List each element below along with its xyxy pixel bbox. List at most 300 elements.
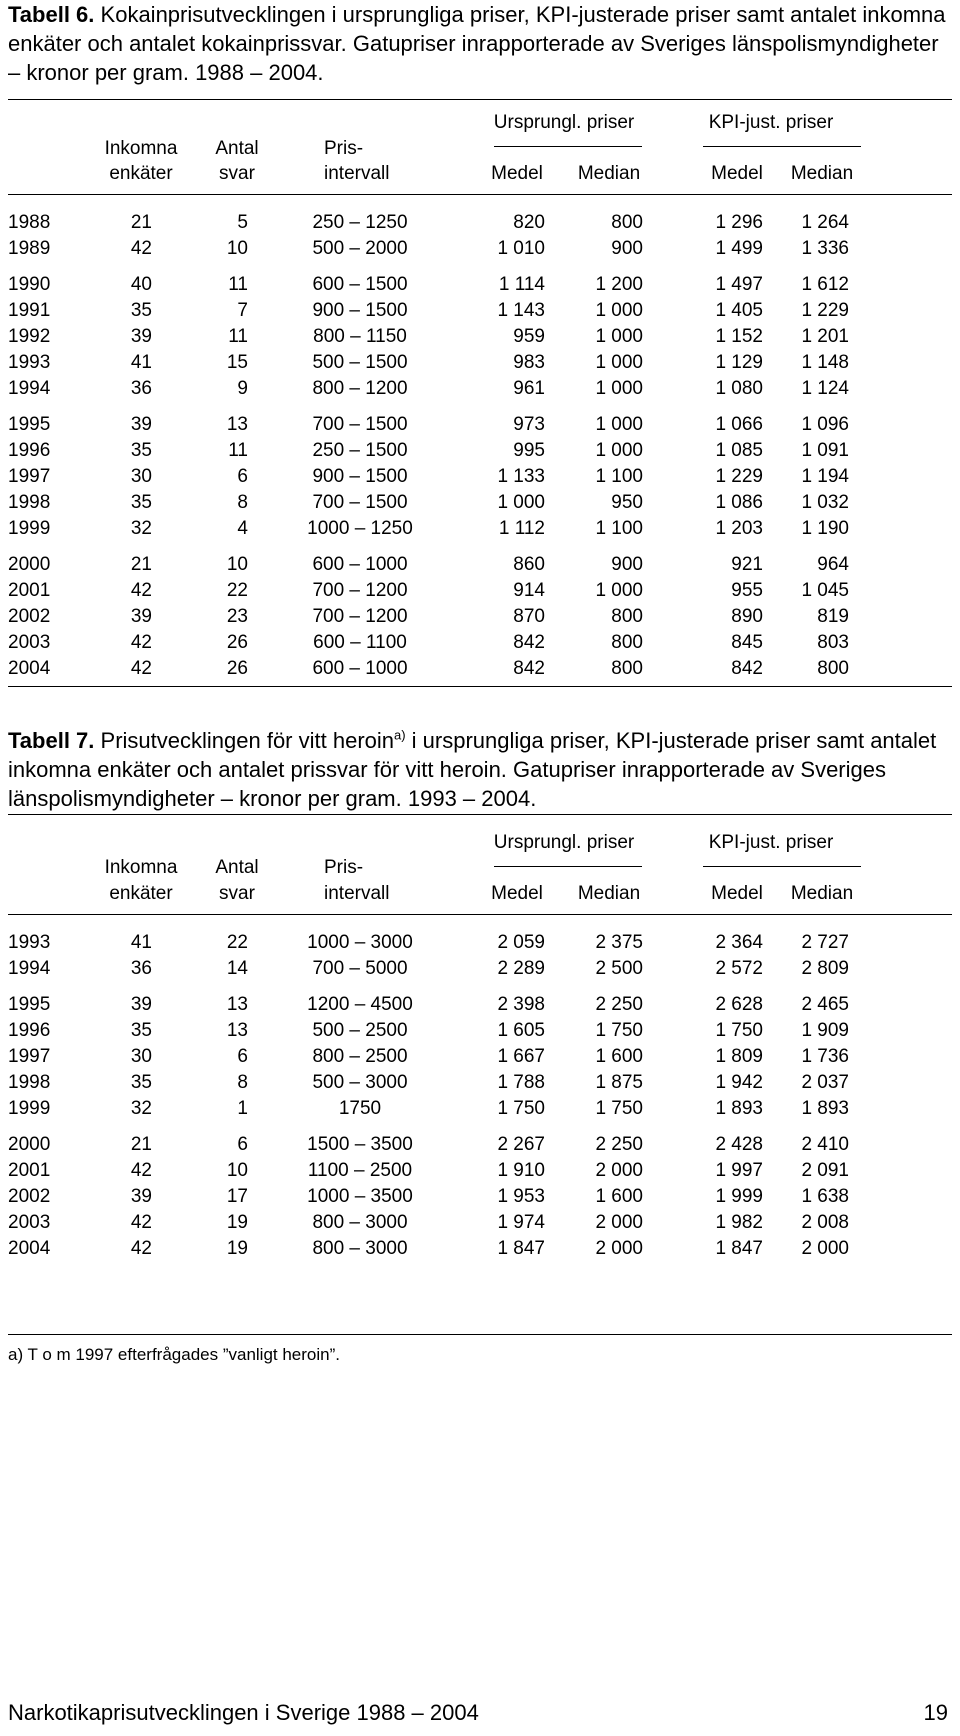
cell-antal: 7 (237, 300, 248, 321)
cell-inkomna: 42 (130, 632, 152, 653)
cell-year: 1998 (8, 492, 51, 513)
cell-kpi-median: 1 148 (801, 352, 849, 373)
cell-orig-median: 800 (611, 606, 643, 627)
cell-inkomna: 42 (130, 580, 152, 601)
cell-prisintervall: 700 – 1200 (312, 606, 408, 627)
cell-prisintervall: 500 – 1500 (312, 352, 408, 373)
cell-kpi-median: 2 727 (801, 932, 849, 953)
t7-col-kpi-median: Median (790, 883, 854, 904)
cell-prisintervall: 900 – 1500 (312, 300, 408, 321)
cell-orig-medel: 1 143 (497, 300, 545, 321)
cell-orig-medel: 820 (513, 212, 545, 233)
cell-inkomna: 35 (130, 1020, 152, 1041)
cell-kpi-medel: 1 405 (715, 300, 763, 321)
cell-kpi-medel: 2 364 (715, 932, 763, 953)
table-row (0, 326, 960, 354)
cell-orig-median: 900 (611, 554, 643, 575)
cell-prisintervall: 600 – 1100 (313, 632, 407, 653)
cell-year: 2002 (8, 1186, 51, 1207)
cell-year: 1988 (8, 212, 51, 233)
table-row (0, 212, 960, 240)
cell-kpi-median: 2 410 (801, 1134, 849, 1155)
cell-kpi-median: 803 (817, 632, 849, 653)
cell-kpi-medel: 1 497 (715, 274, 763, 295)
table7-caption (8, 726, 952, 813)
cell-antal: 11 (228, 440, 248, 461)
cell-orig-medel: 1 605 (497, 1020, 545, 1041)
cell-prisintervall: 800 – 3000 (312, 1212, 408, 1233)
cell-antal: 19 (226, 1212, 248, 1233)
cell-orig-median: 1 000 (595, 326, 643, 347)
table-row (0, 1186, 960, 1214)
table-row (0, 378, 960, 406)
cell-year: 1993 (8, 352, 51, 373)
cell-kpi-median: 1 201 (801, 326, 849, 347)
cell-orig-median: 800 (611, 632, 643, 653)
cell-kpi-medel: 890 (731, 606, 763, 627)
cell-antal: 9 (237, 378, 248, 399)
table-row (0, 1134, 960, 1162)
cell-year: 1990 (8, 274, 51, 295)
group-kpi-label: KPI-just. priser (708, 112, 834, 133)
cell-orig-median: 1 750 (595, 1098, 643, 1119)
t7-col-inkomna-2: enkäter (109, 883, 173, 904)
cell-kpi-medel: 1 847 (715, 1238, 763, 1259)
cell-orig-medel: 914 (513, 580, 545, 601)
cell-orig-medel: 1 010 (497, 238, 545, 259)
cell-antal: 19 (226, 1238, 248, 1259)
cell-orig-medel: 870 (513, 606, 545, 627)
table-row (0, 274, 960, 302)
cell-prisintervall: 250 – 1500 (312, 440, 408, 461)
table-row (0, 492, 960, 520)
cell-prisintervall: 250 – 1250 (312, 212, 408, 233)
cell-orig-medel: 2 398 (497, 994, 545, 1015)
cell-prisintervall: 700 – 5000 (312, 958, 408, 979)
table7-caption-text-2: i ursprungliga priser, KPI-justerade priser samt antalet inkomna enkäter och antalet prissvar för vitt heroin. Gatupriser inrapporterade av Sveriges länspolismyndigheter – kronor per gram. 1993 – 2004. (8, 728, 937, 811)
cell-inkomna: 21 (130, 212, 152, 233)
cell-inkomna: 39 (130, 1186, 152, 1207)
cell-kpi-median: 1 612 (801, 274, 849, 295)
cell-kpi-median: 1 124 (801, 378, 849, 399)
cell-orig-median: 1 000 (595, 440, 643, 461)
t7-group-kpi-underline (703, 866, 861, 867)
cell-inkomna: 39 (130, 606, 152, 627)
cell-antal: 22 (226, 580, 248, 601)
cell-inkomna: 32 (130, 1098, 152, 1119)
cell-kpi-medel: 1 809 (715, 1046, 763, 1067)
cell-orig-median: 1 200 (595, 274, 643, 295)
table7-footnote: a) T o m 1997 efterfrågades ”vanligt heroin”. (8, 1345, 340, 1364)
cell-inkomna: 40 (130, 274, 152, 295)
cell-kpi-median: 819 (817, 606, 849, 627)
cell-inkomna: 30 (130, 1046, 152, 1067)
table-row (0, 1020, 960, 1048)
cell-inkomna: 35 (130, 300, 152, 321)
t7-col-orig-median: Median (577, 883, 641, 904)
footer-title: Narkotikaprisutvecklingen i Sverige 1988 – 2004 (8, 1700, 479, 1725)
cell-prisintervall: 900 – 1500 (312, 466, 408, 487)
cell-kpi-medel: 1 296 (715, 212, 763, 233)
cell-kpi-medel: 1 066 (715, 414, 763, 435)
cell-antal: 23 (226, 606, 248, 627)
cell-antal: 4 (237, 518, 248, 539)
cell-kpi-medel: 2 572 (715, 958, 763, 979)
cell-orig-medel: 1 910 (497, 1160, 545, 1181)
cell-kpi-median: 1 194 (801, 466, 849, 487)
cell-year: 2004 (8, 658, 51, 679)
cell-year: 1999 (8, 518, 51, 539)
t7-col-pris-1: Pris- (324, 857, 364, 878)
cell-orig-medel: 1 847 (497, 1238, 545, 1259)
cell-inkomna: 41 (130, 352, 152, 373)
cell-year: 1994 (8, 958, 51, 979)
cell-orig-median: 2 000 (595, 1238, 643, 1259)
cell-orig-medel: 2 267 (497, 1134, 545, 1155)
cell-orig-median: 950 (611, 492, 643, 513)
table-row (0, 1098, 960, 1126)
cell-prisintervall: 1000 – 3500 (307, 1186, 413, 1207)
cell-kpi-medel: 1 080 (715, 378, 763, 399)
cell-kpi-median: 1 229 (801, 300, 849, 321)
cell-prisintervall: 1200 – 4500 (307, 994, 413, 1015)
cell-kpi-median: 1 091 (801, 440, 849, 461)
cell-inkomna: 36 (130, 958, 152, 979)
cell-orig-median: 1 000 (595, 378, 643, 399)
cell-kpi-median: 1 336 (801, 238, 849, 259)
table-row (0, 466, 960, 494)
table7-caption-text-1: Prisutvecklingen för vitt heroin (100, 728, 394, 753)
cell-kpi-medel: 1 229 (715, 466, 763, 487)
cell-kpi-medel: 1 085 (715, 440, 763, 461)
cell-prisintervall: 800 – 3000 (312, 1238, 408, 1259)
cell-year: 1996 (8, 1020, 51, 1041)
col-kpi-median: Median (790, 163, 854, 184)
cell-inkomna: 42 (130, 1160, 152, 1181)
cell-inkomna: 35 (130, 1072, 152, 1093)
cell-orig-median: 1 100 (595, 466, 643, 487)
t7-group-orig-label: Ursprungl. priser (493, 832, 635, 853)
cell-antal: 1 (237, 1098, 248, 1119)
cell-prisintervall: 1500 – 3500 (307, 1134, 413, 1155)
cell-orig-median: 2 250 (595, 994, 643, 1015)
cell-year: 2004 (8, 1238, 51, 1259)
cell-orig-medel: 959 (513, 326, 545, 347)
cell-year: 2003 (8, 632, 51, 653)
cell-antal: 15 (226, 352, 248, 373)
cell-antal: 17 (226, 1186, 248, 1207)
cell-kpi-medel: 921 (731, 554, 763, 575)
cell-antal: 10 (226, 1160, 248, 1181)
cell-kpi-median: 1 096 (801, 414, 849, 435)
cell-inkomna: 32 (130, 518, 152, 539)
table-row (0, 958, 960, 986)
cell-antal: 11 (228, 274, 248, 295)
cell-year: 1998 (8, 1072, 51, 1093)
cell-antal: 13 (226, 1020, 248, 1041)
cell-orig-medel: 1 750 (497, 1098, 545, 1119)
cell-orig-median: 1 100 (595, 518, 643, 539)
cell-antal: 8 (237, 1072, 248, 1093)
cell-antal: 10 (226, 238, 248, 259)
cell-inkomna: 41 (130, 932, 152, 953)
table-row (0, 238, 960, 266)
cell-kpi-medel: 1 982 (715, 1212, 763, 1233)
table-row (0, 1212, 960, 1240)
cell-antal: 6 (237, 1046, 248, 1067)
cell-orig-median: 1 000 (595, 580, 643, 601)
table-row (0, 606, 960, 634)
cell-orig-medel: 842 (513, 658, 545, 679)
table-row (0, 932, 960, 960)
cell-orig-medel: 1 112 (498, 518, 545, 539)
table-row (0, 1238, 960, 1266)
cell-year: 2003 (8, 1212, 51, 1233)
cell-kpi-median: 1 032 (801, 492, 849, 513)
cell-prisintervall: 600 – 1500 (312, 274, 408, 295)
cell-orig-median: 1 000 (595, 300, 643, 321)
t7-col-orig-medel: Medel (491, 883, 543, 904)
cell-kpi-medel: 955 (731, 580, 763, 601)
cell-kpi-medel: 1 999 (715, 1186, 763, 1207)
cell-kpi-median: 1 893 (801, 1098, 849, 1119)
cell-year: 2002 (8, 606, 51, 627)
cell-orig-median: 800 (611, 658, 643, 679)
cell-orig-median: 2 250 (595, 1134, 643, 1155)
cell-prisintervall: 1100 – 2500 (307, 1160, 413, 1181)
cell-year: 1994 (8, 378, 51, 399)
t7-col-antal-2: svar (219, 883, 255, 904)
cell-kpi-medel: 845 (731, 632, 763, 653)
table7-bottom-rule (8, 1334, 952, 1335)
t7-col-pris-2: intervall (324, 883, 390, 904)
cell-prisintervall: 700 – 1500 (312, 414, 408, 435)
table7-header-rule (8, 914, 952, 915)
cell-antal: 6 (237, 1134, 248, 1155)
cell-kpi-median: 1 736 (801, 1046, 849, 1067)
cell-inkomna: 39 (130, 414, 152, 435)
cell-orig-medel: 961 (513, 378, 545, 399)
table6-header-rule (8, 194, 952, 195)
t7-col-antal-1: Antal (215, 857, 259, 878)
table-row (0, 1072, 960, 1100)
table-row (0, 632, 960, 660)
col-orig-medel: Medel (491, 163, 543, 184)
group-kpi-underline (703, 146, 861, 147)
cell-orig-medel: 1 953 (497, 1186, 545, 1207)
cell-kpi-medel: 1 750 (715, 1020, 763, 1041)
cell-kpi-median: 2 465 (801, 994, 849, 1015)
cell-year: 2000 (8, 1134, 51, 1155)
cell-orig-median: 800 (611, 212, 643, 233)
cell-prisintervall: 700 – 1500 (312, 492, 408, 513)
cell-inkomna: 35 (130, 492, 152, 513)
cell-antal: 5 (237, 212, 248, 233)
cell-year: 1999 (8, 1098, 51, 1119)
col-pris-1: Pris- (324, 138, 364, 159)
cell-orig-median: 1 000 (595, 414, 643, 435)
cell-year: 1997 (8, 466, 51, 487)
cell-kpi-median: 1 264 (801, 212, 849, 233)
table-row (0, 658, 960, 686)
cell-orig-median: 2 000 (595, 1212, 643, 1233)
cell-antal: 26 (226, 658, 248, 679)
cell-orig-median: 2 000 (595, 1160, 643, 1181)
cell-prisintervall: 700 – 1200 (312, 580, 408, 601)
cell-prisintervall: 800 – 1150 (313, 326, 407, 347)
cell-year: 2000 (8, 554, 51, 575)
cell-year: 1995 (8, 994, 51, 1015)
cell-year: 1997 (8, 1046, 51, 1067)
table-row (0, 580, 960, 608)
cell-kpi-medel: 1 997 (715, 1160, 763, 1181)
table-row (0, 440, 960, 468)
table-row (0, 1046, 960, 1074)
col-inkomna-1: Inkomna (104, 138, 178, 159)
cell-antal: 13 (226, 414, 248, 435)
cell-prisintervall: 1000 – 1250 (307, 518, 413, 539)
cell-kpi-medel: 1 086 (715, 492, 763, 513)
cell-inkomna: 39 (130, 326, 152, 347)
t7-group-orig-underline (494, 866, 642, 867)
table6-top-rule (8, 99, 952, 100)
cell-kpi-median: 800 (817, 658, 849, 679)
cell-orig-medel: 860 (513, 554, 545, 575)
cell-antal: 13 (226, 994, 248, 1015)
cell-orig-medel: 1 788 (497, 1072, 545, 1093)
cell-kpi-medel: 842 (731, 658, 763, 679)
cell-inkomna: 42 (130, 1238, 152, 1259)
cell-orig-medel: 1 000 (497, 492, 545, 513)
page-number: 19 (923, 1700, 948, 1725)
table-row (0, 414, 960, 442)
table6-label: Tabell 6. (8, 2, 95, 27)
table6-bottom-rule (8, 686, 952, 687)
cell-kpi-median: 1 045 (801, 580, 849, 601)
cell-year: 1995 (8, 414, 51, 435)
cell-orig-medel: 1 974 (497, 1212, 545, 1233)
cell-orig-median: 1 000 (595, 352, 643, 373)
cell-kpi-medel: 1 499 (715, 238, 763, 259)
cell-prisintervall: 500 – 2500 (312, 1020, 408, 1041)
cell-inkomna: 39 (130, 994, 152, 1015)
cell-inkomna: 35 (130, 440, 152, 461)
cell-year: 1996 (8, 440, 51, 461)
table-row (0, 518, 960, 546)
cell-orig-medel: 1 114 (498, 274, 545, 295)
cell-kpi-median: 964 (817, 554, 849, 575)
cell-antal: 22 (226, 932, 248, 953)
group-orig-label: Ursprungl. priser (493, 112, 635, 133)
cell-kpi-median: 2 000 (801, 1238, 849, 1259)
col-kpi-medel: Medel (711, 163, 763, 184)
cell-prisintervall: 1000 – 3000 (307, 932, 413, 953)
cell-kpi-median: 1 909 (801, 1020, 849, 1041)
cell-orig-median: 2 375 (595, 932, 643, 953)
col-antal-1: Antal (215, 138, 259, 159)
cell-inkomna: 21 (130, 554, 152, 575)
cell-orig-medel: 1 133 (497, 466, 545, 487)
cell-orig-median: 1 600 (595, 1046, 643, 1067)
cell-orig-medel: 842 (513, 632, 545, 653)
cell-year: 1992 (8, 326, 51, 347)
cell-antal: 11 (228, 326, 248, 347)
table7-footnote-marker: a) (394, 727, 406, 743)
table-row (0, 994, 960, 1022)
cell-inkomna: 42 (130, 658, 152, 679)
cell-year: 1989 (8, 238, 51, 259)
cell-year: 2001 (8, 1160, 51, 1181)
cell-prisintervall: 500 – 2000 (312, 238, 408, 259)
cell-orig-medel: 983 (513, 352, 545, 373)
cell-inkomna: 36 (130, 378, 152, 399)
cell-kpi-median: 1 190 (801, 518, 849, 539)
cell-prisintervall: 800 – 2500 (312, 1046, 408, 1067)
col-pris-2: intervall (324, 163, 390, 184)
cell-kpi-medel: 1 152 (715, 326, 763, 347)
cell-orig-median: 1 875 (595, 1072, 643, 1093)
table-row (0, 1160, 960, 1188)
cell-year: 2001 (8, 580, 51, 601)
cell-inkomna: 21 (130, 1134, 152, 1155)
cell-kpi-medel: 2 428 (715, 1134, 763, 1155)
cell-prisintervall: 800 – 1200 (312, 378, 408, 399)
col-inkomna-2: enkäter (109, 163, 173, 184)
cell-antal: 10 (226, 554, 248, 575)
cell-orig-medel: 1 667 (497, 1046, 545, 1067)
cell-kpi-medel: 1 893 (715, 1098, 763, 1119)
cell-kpi-medel: 2 628 (715, 994, 763, 1015)
cell-antal: 14 (226, 958, 248, 979)
cell-orig-medel: 2 059 (497, 932, 545, 953)
cell-prisintervall: 1750 (338, 1098, 382, 1119)
cell-kpi-median: 1 638 (801, 1186, 849, 1207)
cell-kpi-medel: 1 942 (715, 1072, 763, 1093)
cell-orig-median: 1 600 (595, 1186, 643, 1207)
table7-label: Tabell 7. (8, 728, 95, 753)
table-row (0, 300, 960, 328)
cell-prisintervall: 600 – 1000 (312, 658, 408, 679)
table-row (0, 352, 960, 380)
col-antal-2: svar (219, 163, 255, 184)
cell-orig-medel: 2 289 (497, 958, 545, 979)
cell-orig-median: 900 (611, 238, 643, 259)
cell-inkomna: 42 (130, 238, 152, 259)
table7-top-rule (8, 814, 952, 815)
cell-kpi-medel: 1 203 (715, 518, 763, 539)
cell-antal: 6 (237, 466, 248, 487)
table-row (0, 554, 960, 582)
cell-kpi-median: 2 037 (801, 1072, 849, 1093)
cell-inkomna: 42 (130, 1212, 152, 1233)
cell-year: 1993 (8, 932, 51, 953)
cell-orig-medel: 973 (513, 414, 545, 435)
cell-kpi-medel: 1 129 (715, 352, 763, 373)
cell-year: 1991 (8, 300, 51, 321)
cell-inkomna: 30 (130, 466, 152, 487)
cell-kpi-median: 2 091 (801, 1160, 849, 1181)
cell-orig-medel: 995 (513, 440, 545, 461)
cell-prisintervall: 600 – 1000 (312, 554, 408, 575)
table6-caption (8, 0, 952, 87)
cell-orig-median: 1 750 (595, 1020, 643, 1041)
cell-prisintervall: 500 – 3000 (312, 1072, 408, 1093)
t7-group-kpi-label: KPI-just. priser (708, 832, 834, 853)
cell-kpi-median: 2 008 (801, 1212, 849, 1233)
cell-orig-median: 2 500 (595, 958, 643, 979)
col-orig-median: Median (577, 163, 641, 184)
cell-antal: 26 (226, 632, 248, 653)
